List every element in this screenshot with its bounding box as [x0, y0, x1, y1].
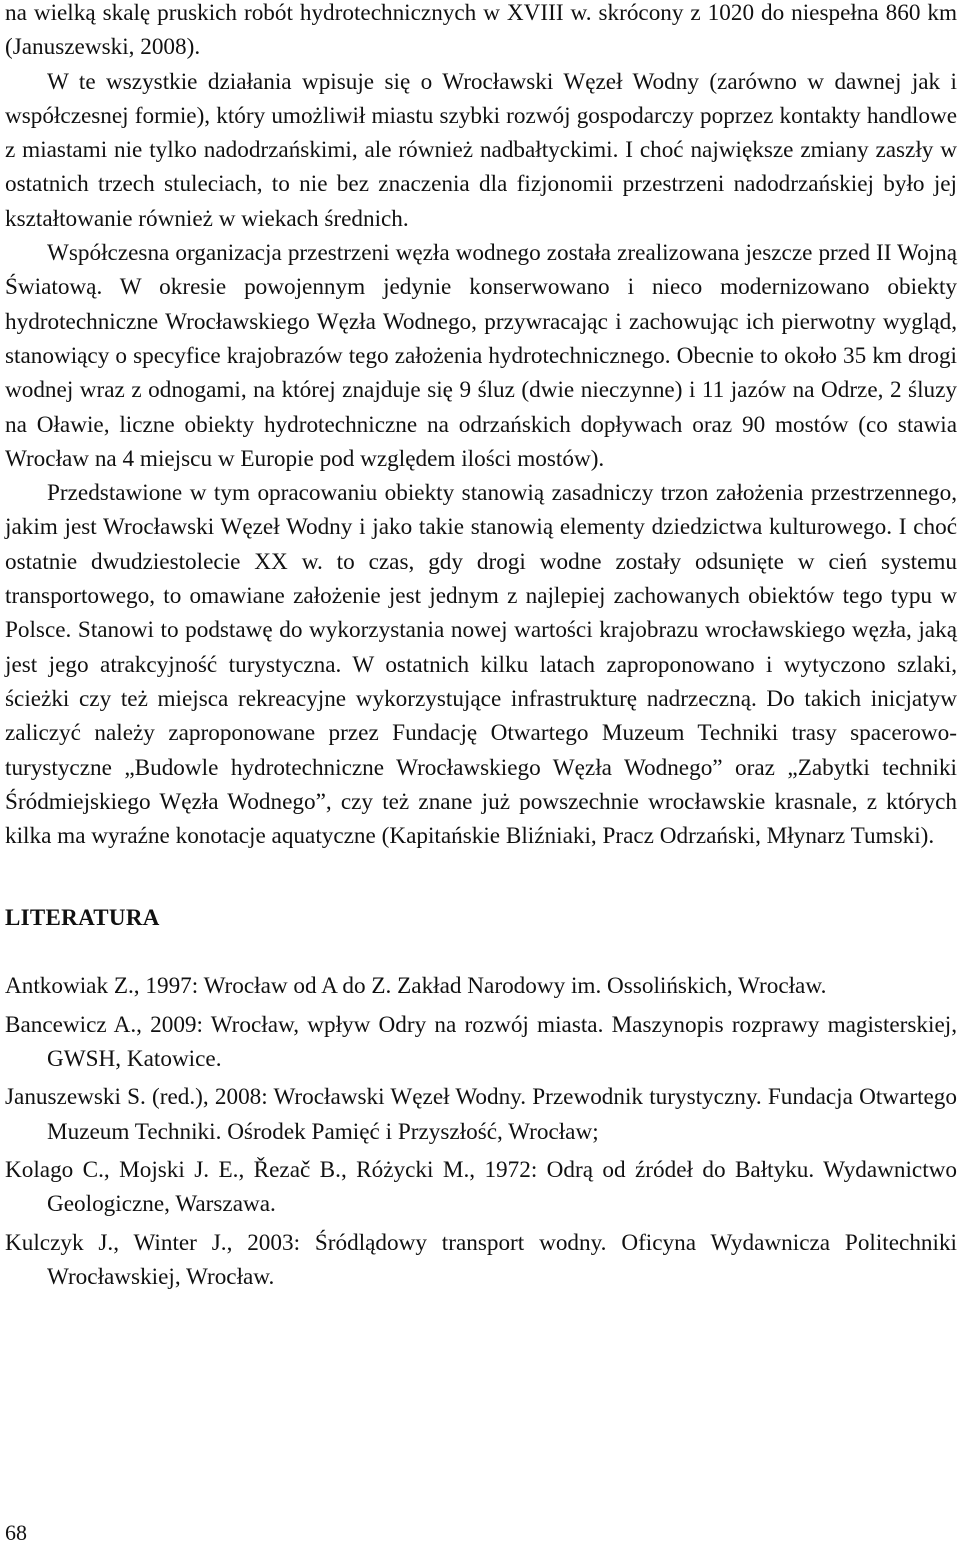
references-heading: LITERATURA — [5, 905, 160, 931]
reference-item: Kulczyk J., Winter J., 2003: Śródlądowy transport wodny. Oficyna Wydawnicza Politechniki Wrocławskiej, Wrocław. — [5, 1229, 957, 1290]
reference-item: Antkowiak Z., 1997: Wrocław od A do Z. Zakład Narodowy im. Ossolińskich, Wrocław. — [5, 973, 827, 1000]
reference-item: Kolago C., Mojski J. E., Řezač B., Różycki M., 1972: Odrą od źródeł do Bałtyku. Wydawnictwo Geologiczne, Warszawa. — [5, 1156, 957, 1218]
body-paragraph-3: Współczesna organizacja przestrzeni węzła wodnego została zrealizowana jeszcze przed II Wojną Światową. W okresie powojennym jedynie konserwowano i nieco modernizowano obiekty hydrotechniczne Wrocławskiego Węzła Wodnego, przywracając i zachowując ich pierwotny wygląd, stanowiący o specyfice krajobrazów tego założenia hydrotechnicznego. Obecnie to około 35 km drogi wodnej wraz z odnogami, na której znajduje się 9 śluz (dwie nieczynne) i 11 jazów na Odrze, 2 śluzy na Oławie, liczne obiekty hydrotechniczne na odrzańskich dopływach oraz 90 mostów (co stawia Wrocław na 4 miejscu w Europie pod względem ilości mostów). — [5, 240, 957, 472]
reference-item: Januszewski S. (red.), 2008: Wrocławski Węzeł Wodny. Przewodnik turystyczny. Fundacja Otwartego Muzeum Techniki. Ośrodek Pamięć i Przyszłość, Wrocław; — [5, 1084, 957, 1145]
body-paragraph-2: W te wszystkie działania wpisuje się o Wrocławski Węzeł Wodny (zarówno w dawnej jak i współczesnej formie), który umożliwił miastu szybki rozwój gospodarczy poprzez kontakty handlowe z miastami nie tylko nadodrzańskimi, ale również nadbałtyckimi. I choć największe zmiany zaszły w ostatnich trzech stuleciach, to nie bez znaczenia dla fizjonomii przestrzeni nadodrzańskiej było jej kształtowanie również w wiekach średnich. — [5, 68, 957, 232]
body-paragraph-4: Przedstawione w tym opracowaniu obiekty stanowią zasadniczy trzon założenia przestrzennego, jakim jest Wrocławski Węzeł Wodny i jako takie stanowią elementy dziedzictwa kulturowego. I choć ostatnie dwudziestolecie XX w. to czas, gdy drogi wodne zostały odsunięte w cień systemu transportowego, to omawiane założenie jest jednym z najlepiej zachowanych obiektów tego typu w Polsce. Stanowi to podstawę do wykorzystania nowej wartości krajobrazu wrocławskiego węzła, jaką jest jego atrakcyjność turystyczna. W ostatnich kilku latach zaproponowano i wytyczono szlaki, ścieżki czy też miejsca rekreacyjne wykorzystujące infrastrukturę nadrzeczną. Do takich inicjatyw zaliczyć należy zaproponowane przez Fundację Otwartego Muzeum Techniki trasy spacerowo-turystyczne „Budowle hydrotechniczne Wrocławskiego Węzła Wodnego” oraz „Zabytki techniki Śródmiejskiego Węzła Wodnego”, czy też znane już powszechnie wrocławskie krasnale, z których kilka ma wyraźne konotacje aquatyczne (Kapitańskie Bliźniaki, Pracz Odrzański, Młynarz Tumski). — [5, 480, 957, 850]
document-page — [5, 0, 957, 1298]
reference-list — [5, 969, 957, 1294]
reference-item: Bancewicz A., 2009: Wrocław, wpływ Odry na rozwój miasta. Maszynopis rozprawy magisterskiej, GWSH, Katowice. — [5, 1011, 957, 1073]
page-number: 68 — [5, 1520, 27, 1545]
body-paragraph-1: na wielką skalę pruskich robót hydrotechnicznych w XVIII w. skrócony z 1020 do niespełna 860 km (Januszewski, 2008). — [5, 0, 957, 61]
